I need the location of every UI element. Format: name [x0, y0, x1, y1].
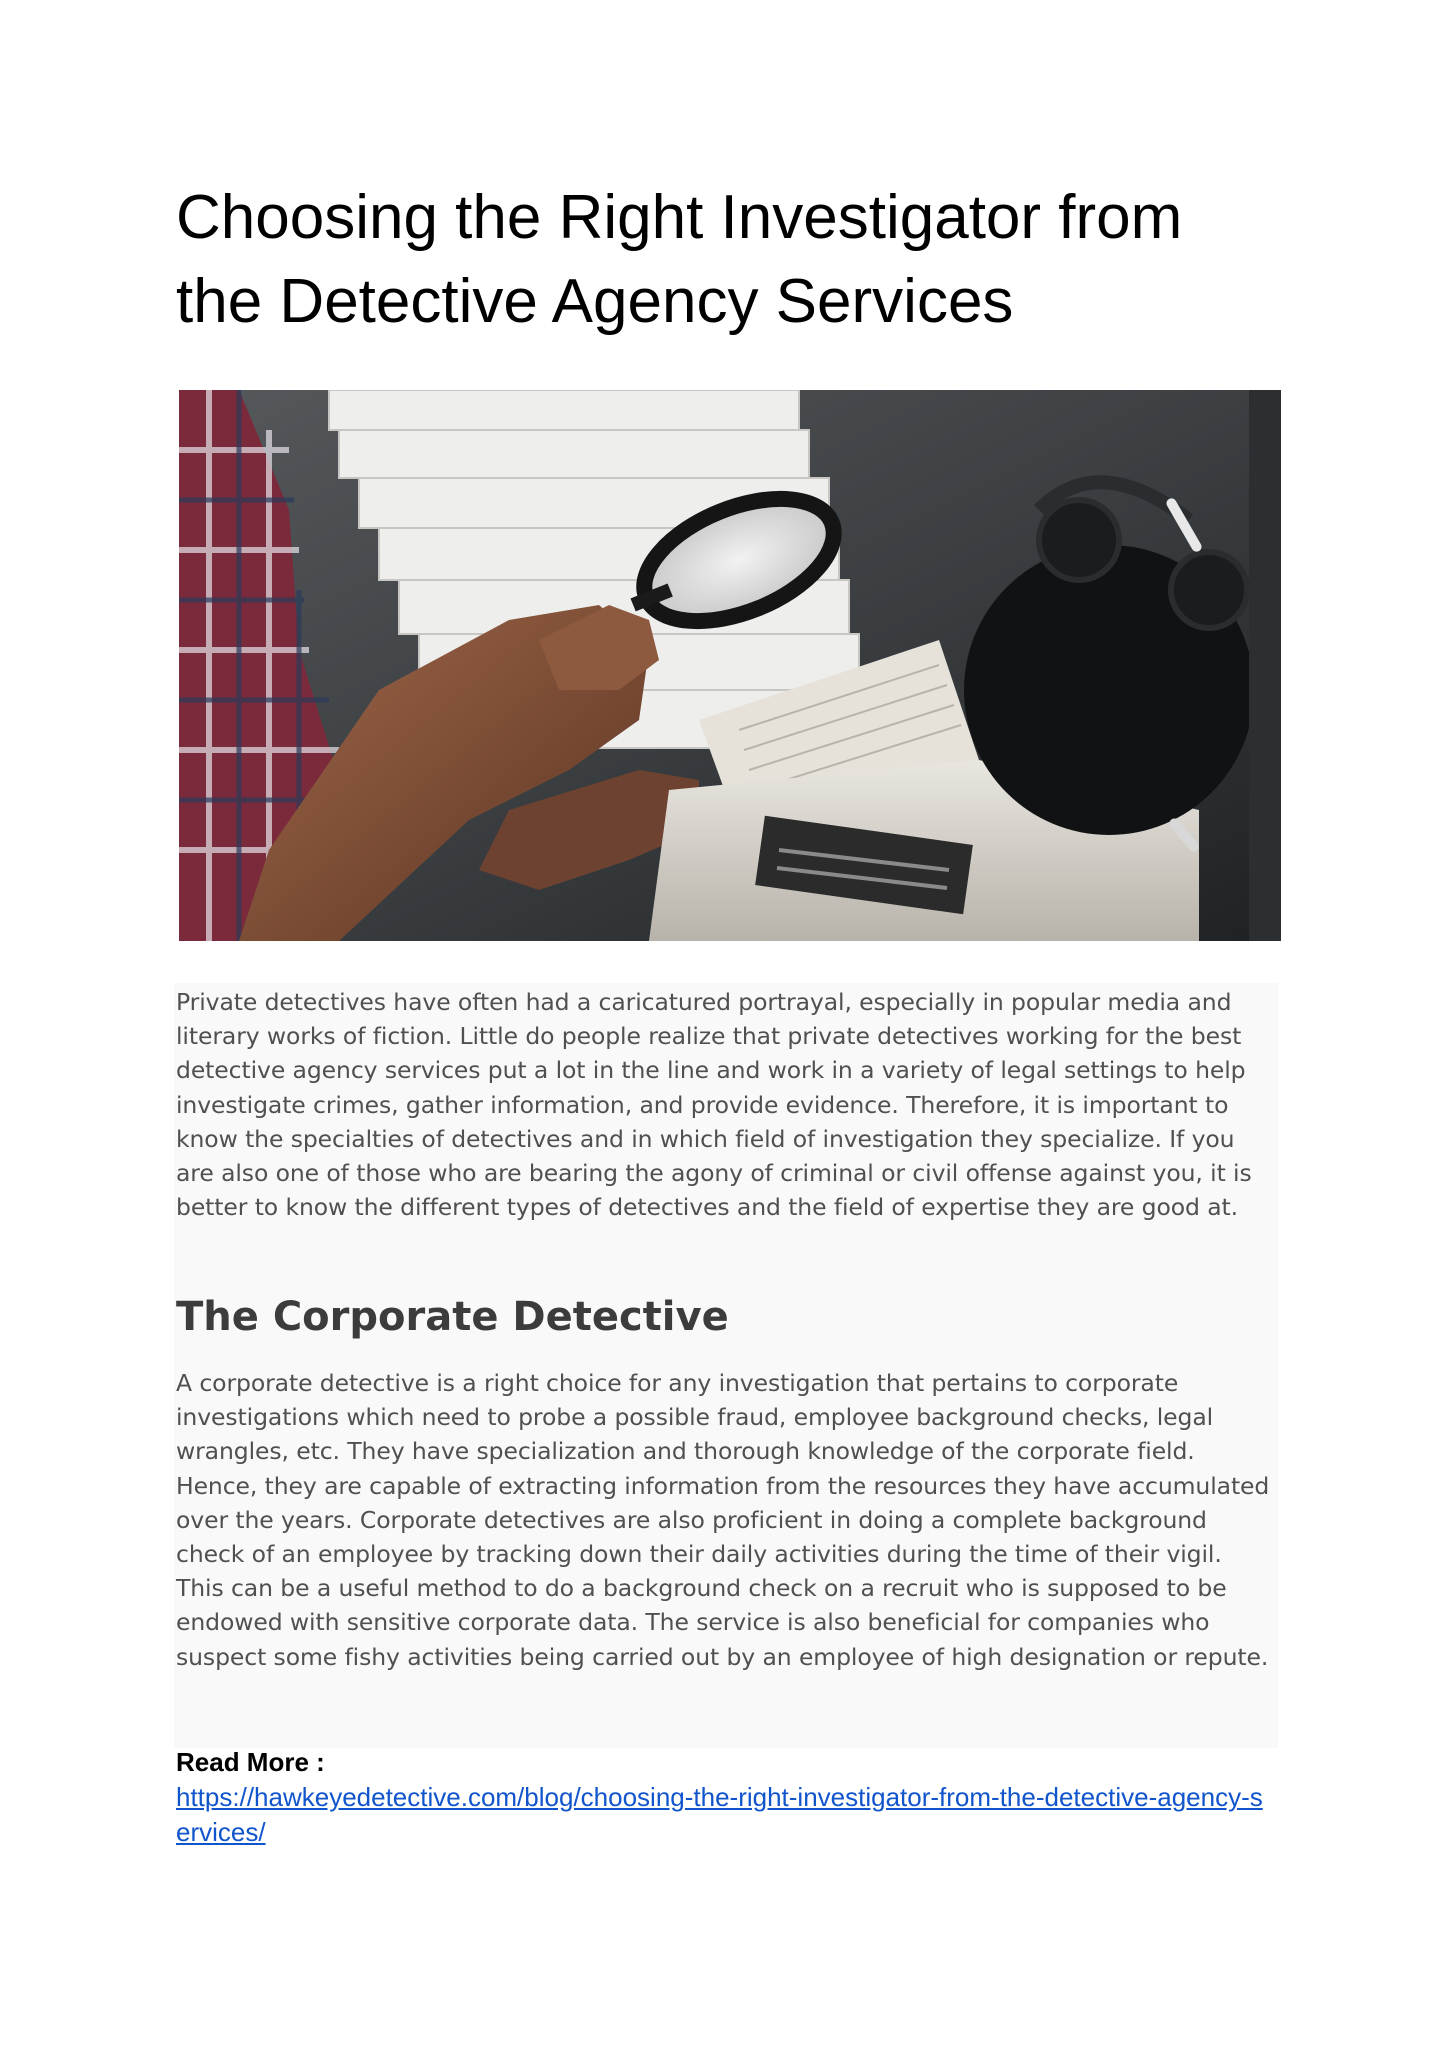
hero-image: [179, 390, 1281, 941]
read-more-label: Read More :: [176, 1747, 325, 1777]
section-paragraph: A corporate detective is a right choice for any investigation that pertains to corporate investigations which need to probe a possible fraud, employee background checks, legal wrangles, etc. They have specialization and thorough knowledge of the corporate field. Hence, they are capable of extracting information from the resources they have accumulated over the years. Corporate detectives are also proficient in doing a complete background check of an employee by tracking down their daily activities during the time of their vigil. This can be a useful method to do a background check on a recruit who is supposed to be endowed with sensitive corporate data. The service is also beneficial for companies who suspect some fishy activities being carried out by an employee of high designation or repute.: [176, 1369, 1270, 1671]
intro-paragraph: Private detectives have often had a caricatured portrayal, especially in popular media and literary works of fiction. Little do people realize that private detectives working for the best detective agency services put a lot in the line and work in a variety of legal settings to help investigate crimes, gather information, and provide evidence. Therefore, it is important to know the specialties of detectives and in which field of investigation they specialize. If you are also one of those who are bearing the agony of criminal or civil offense against you, it is better to know the different types of detectives and the field of expertise they are good at.: [176, 988, 1252, 1222]
page-title: Choosing the Right Investigator from the Detective Agency Services: [176, 183, 1183, 336]
magnifying-glass-photo-icon: [179, 390, 1281, 941]
section-heading: The Corporate Detective: [176, 1294, 729, 1340]
read-more-link[interactable]: https://hawkeyedetective.com/blog/choosing-the-right-investigator-from-the-detective-agency-services/: [176, 1782, 1263, 1847]
